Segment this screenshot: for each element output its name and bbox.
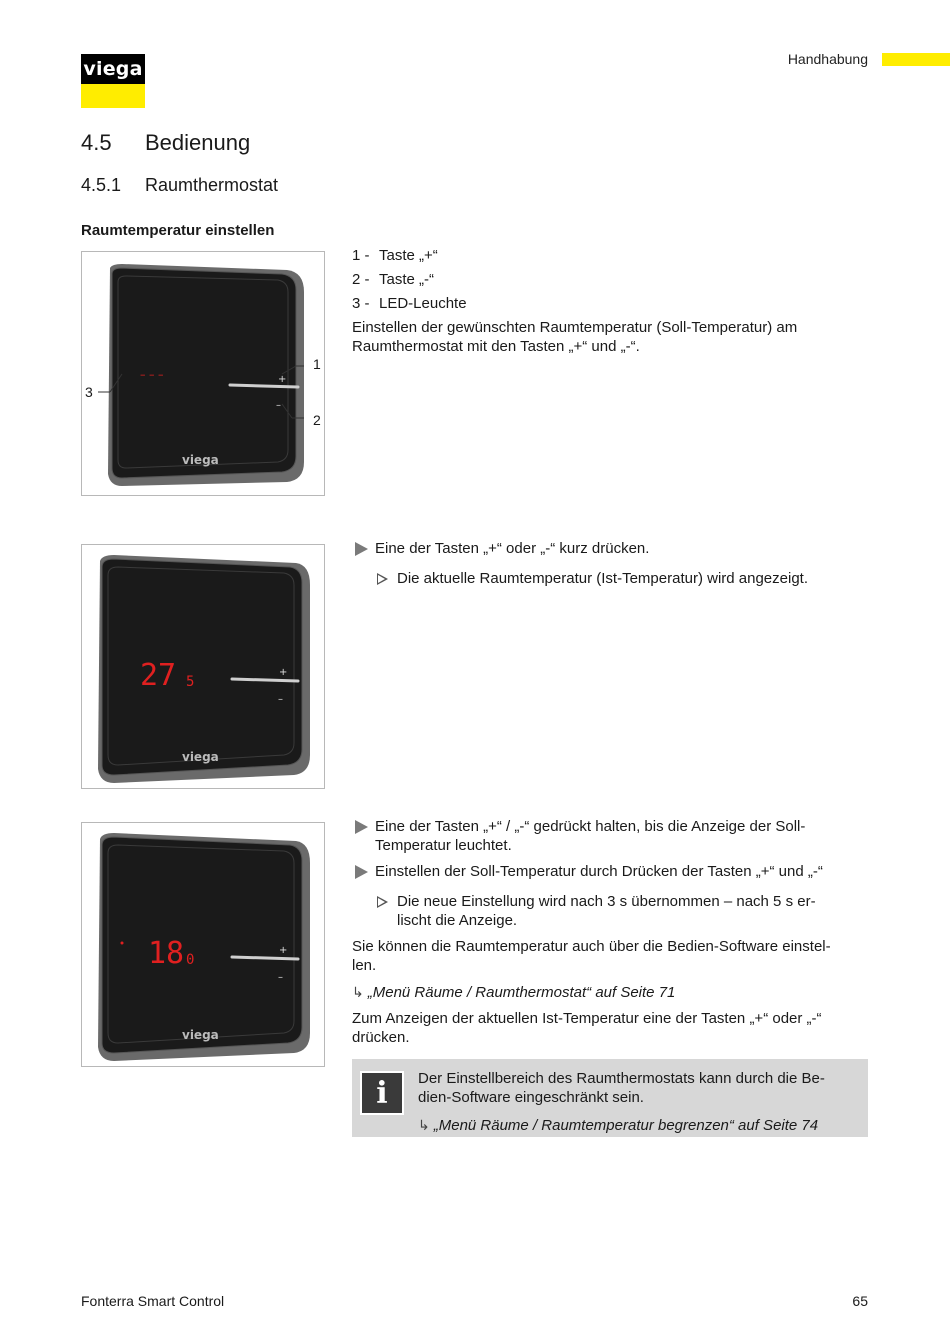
info-text-line: Der Einstellbereich des Raumthermostats kann durch die Be- (418, 1070, 825, 1087)
legend-text: Taste „+“ (379, 247, 438, 264)
plus-key: + (279, 667, 288, 678)
footer-page-number: 65 (852, 1293, 868, 1309)
action-step: Eine der Tasten „+“ oder „-“ kurz drücken. (375, 540, 650, 557)
thermostat-illustration (82, 545, 326, 790)
legend-item (352, 294, 467, 313)
cross-reference-icon: ↳ (418, 1117, 430, 1133)
note-text-line: len. (352, 957, 377, 974)
intro-text-line: Einstellen der gewünschten Raumtemperatur (Soll-Temperatur) am (352, 319, 798, 336)
brand-logo-text: viega (83, 58, 143, 80)
led-display: – – – (140, 368, 164, 381)
note-text-line: drücken. (352, 1029, 410, 1046)
cross-reference-link[interactable] (418, 1116, 818, 1135)
led-display: 27 (140, 658, 177, 693)
legend-number: 1 - (352, 247, 370, 264)
result-step: Die aktuelle Raumtemperatur (Ist-Temperatur) wird angezeigt. (397, 570, 808, 587)
led-display: 18 (148, 936, 185, 971)
result-step-line: lischt die Anzeige. (397, 912, 518, 929)
intro-text-line: Raumthermostat mit den Tasten „+“ und „-“. (352, 338, 640, 355)
legend-text: Taste „-“ (379, 271, 435, 288)
legend-number: 2 - (352, 271, 370, 288)
plus-key: + (278, 374, 287, 385)
plus-key: + (279, 945, 288, 956)
cross-reference-icon: ↳ (352, 984, 364, 1000)
device-brand: viega (182, 1028, 219, 1042)
minus-key: – (278, 972, 283, 983)
action-arrow-icon (355, 865, 368, 879)
legend-item (352, 246, 438, 265)
callout-2: 2 (313, 412, 321, 428)
result-step-line: Die neue Einstellung wird nach 3 s übernommen – nach 5 s er- (397, 893, 816, 910)
led-display-decimal: 5 (186, 674, 195, 690)
info-icon: i (360, 1071, 404, 1115)
thermostat-figure-legend (81, 251, 325, 496)
cross-reference-text: „Menü Räume / Raumthermostat“ auf Seite 71 (367, 984, 676, 1001)
topic-heading: Raumtemperatur einstellen (81, 222, 275, 239)
action-arrow-icon (355, 542, 368, 556)
minus-key: – (278, 694, 283, 705)
device-brand: viega (182, 453, 219, 467)
led-indicator (121, 942, 124, 945)
result-arrow-icon (377, 896, 388, 908)
callout-1: 1 (313, 356, 321, 372)
legend-text: LED-Leuchte (379, 295, 467, 312)
subheading-title: Raumthermostat (145, 175, 279, 195)
led-display-decimal: 0 (186, 952, 195, 968)
note-text-line: Zum Anzeigen der aktuellen Ist-Temperatur eine der Tasten „+“ oder „-“ (352, 1010, 822, 1027)
legend-number: 3 - (352, 295, 370, 312)
minus-key: – (276, 400, 281, 411)
cross-reference-text: „Menü Räume / Raumtemperatur begrenzen“ auf Seite 74 (433, 1117, 819, 1134)
result-arrow-icon (377, 573, 388, 585)
thermostat-figure-set-temp (81, 822, 325, 1067)
legend-item (352, 270, 434, 289)
thermostat-illustration (82, 252, 326, 497)
action-step-line: Temperatur leuchtet. (375, 837, 512, 854)
section-marker-bar (882, 53, 950, 66)
note-text-line: Sie können die Raumtemperatur auch über die Bedien-Software einstel- (352, 938, 831, 955)
callout-3: 3 (85, 384, 93, 400)
subheading-number: 4.5.1 (81, 175, 122, 195)
heading-number: 4.5 (81, 130, 112, 155)
footer-product-name: Fonterra Smart Control (81, 1293, 225, 1309)
thermostat-figure-actual-temp (81, 544, 325, 789)
action-step-line: Eine der Tasten „+“ / „-“ gedrückt halten, bis die Anzeige der Soll- (375, 818, 806, 835)
action-arrow-icon (355, 820, 368, 834)
brand-logo (81, 54, 145, 84)
action-step: Einstellen der Soll-Temperatur durch Drücken der Tasten „+“ und „-“ (375, 863, 823, 880)
section-label: Handhabung (787, 51, 868, 67)
device-brand: viega (182, 750, 219, 764)
brand-logo-yellow-bar (81, 84, 145, 108)
cross-reference-link[interactable] (352, 983, 675, 1002)
heading-title: Bedienung (145, 130, 251, 155)
thermostat-illustration (82, 823, 326, 1068)
info-text-line: dien-Software eingeschränkt sein. (418, 1089, 644, 1106)
